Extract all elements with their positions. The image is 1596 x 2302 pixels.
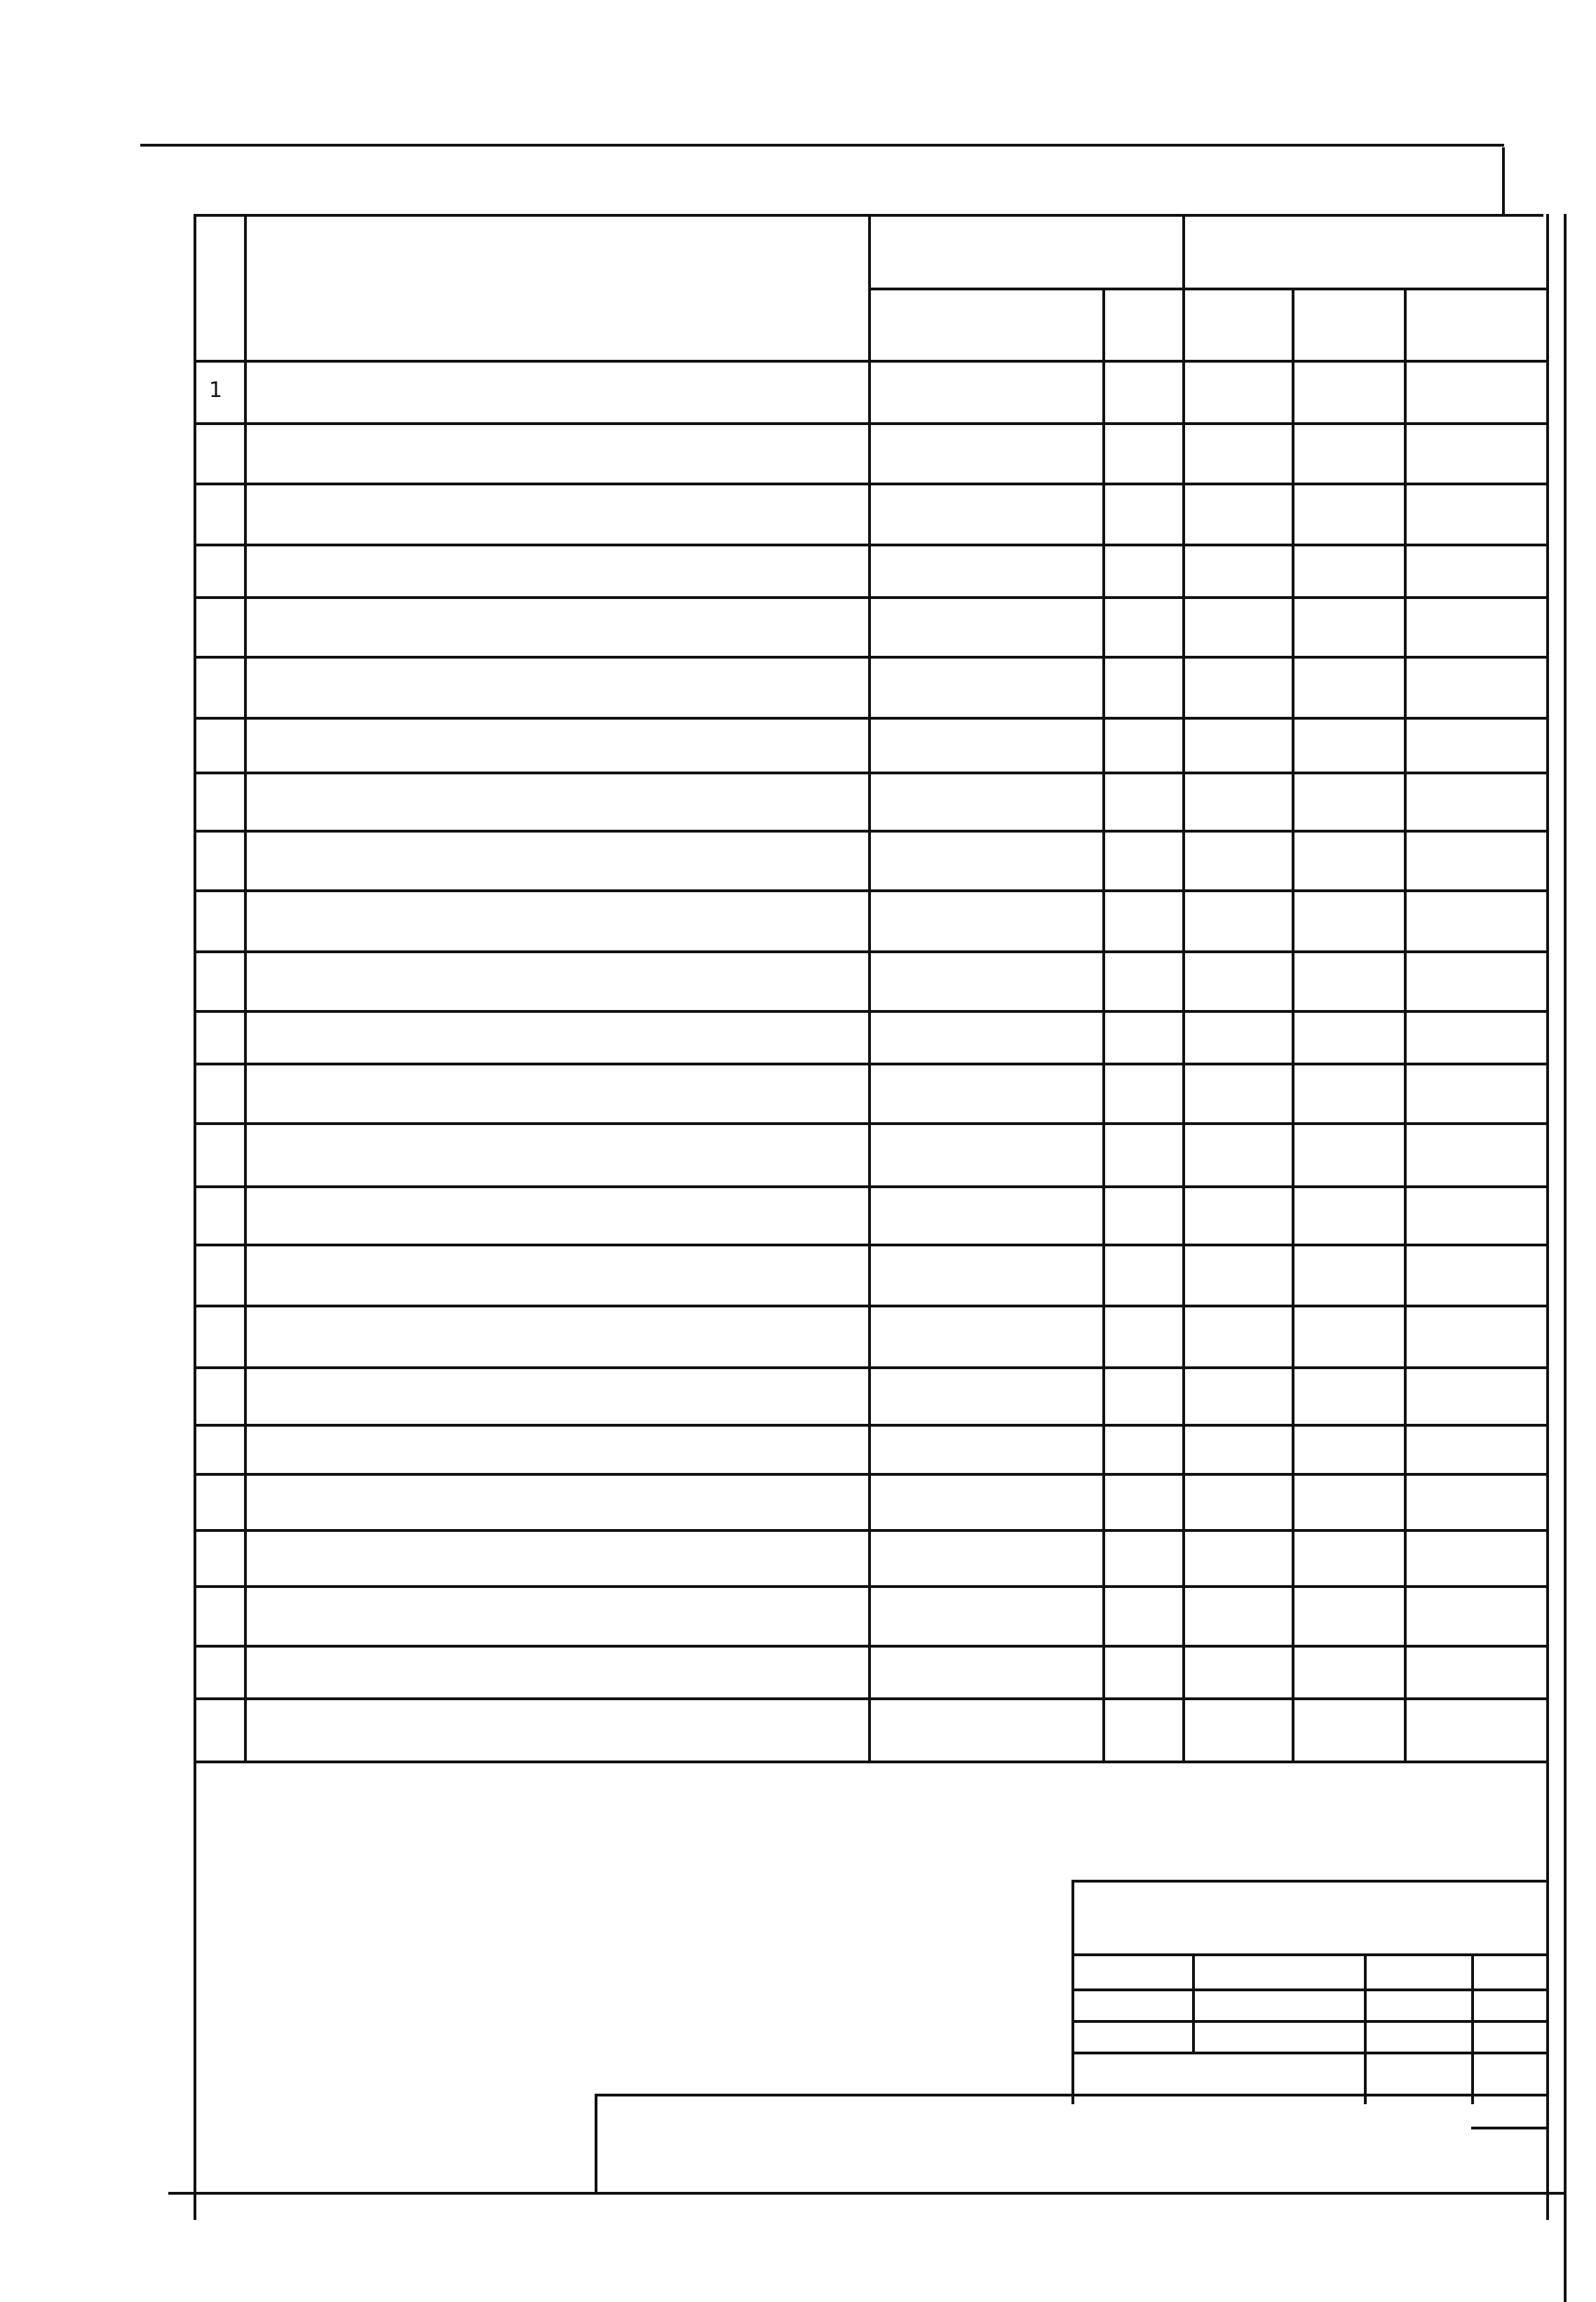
row-line — [194, 1761, 1546, 1763]
row-line — [194, 1185, 1546, 1188]
row-line — [194, 1063, 1546, 1065]
stamp-line-3 — [1071, 2020, 1546, 2023]
type-col-line — [1292, 288, 1294, 1761]
row-line — [194, 830, 1546, 833]
row-line — [194, 544, 1546, 546]
row-line — [194, 1122, 1546, 1125]
row-line — [194, 596, 1546, 599]
row-line — [194, 1244, 1546, 1246]
row-line — [194, 1010, 1546, 1013]
row-line — [194, 1645, 1546, 1648]
page-right-edge — [1564, 214, 1567, 2302]
ind-col-line — [1404, 288, 1407, 1761]
stamp-line-1 — [1071, 1953, 1546, 1956]
row-line — [194, 772, 1546, 774]
row-line — [194, 656, 1546, 659]
row-line — [194, 422, 1546, 425]
row-line — [194, 1585, 1546, 1588]
stamp-left — [1071, 1880, 1074, 2104]
page-bottom-line — [168, 2192, 1564, 2195]
row-line — [194, 889, 1546, 892]
row-line — [194, 1697, 1546, 1700]
stamp-line-4 — [1071, 2052, 1546, 2054]
row-line — [194, 1305, 1546, 1307]
title-block-left — [595, 2094, 597, 2192]
row-line — [194, 483, 1546, 485]
stamp-line-2 — [1071, 1988, 1546, 1991]
page-left-lower — [194, 1761, 196, 2192]
row-line — [194, 717, 1546, 720]
stamp-vline-1 — [1192, 1953, 1195, 2052]
table-right-border — [1546, 214, 1549, 2220]
row-line — [194, 1424, 1546, 1427]
row-line — [194, 1366, 1546, 1369]
stamp-vline-3 — [1471, 1953, 1474, 2104]
stamp-vline-2 — [1364, 1953, 1367, 2104]
title-block-top — [595, 2094, 1546, 2096]
sheet-label-line — [1471, 2127, 1546, 2129]
row-line — [194, 1529, 1546, 1532]
row-number: 1 — [209, 378, 223, 403]
code-material-col-line — [1102, 288, 1105, 1761]
stamp-top — [1071, 1880, 1546, 1883]
table-row — [0, 360, 1596, 422]
header-mid-line — [868, 288, 1546, 290]
row-line — [194, 1473, 1546, 1476]
row-line — [194, 950, 1546, 953]
